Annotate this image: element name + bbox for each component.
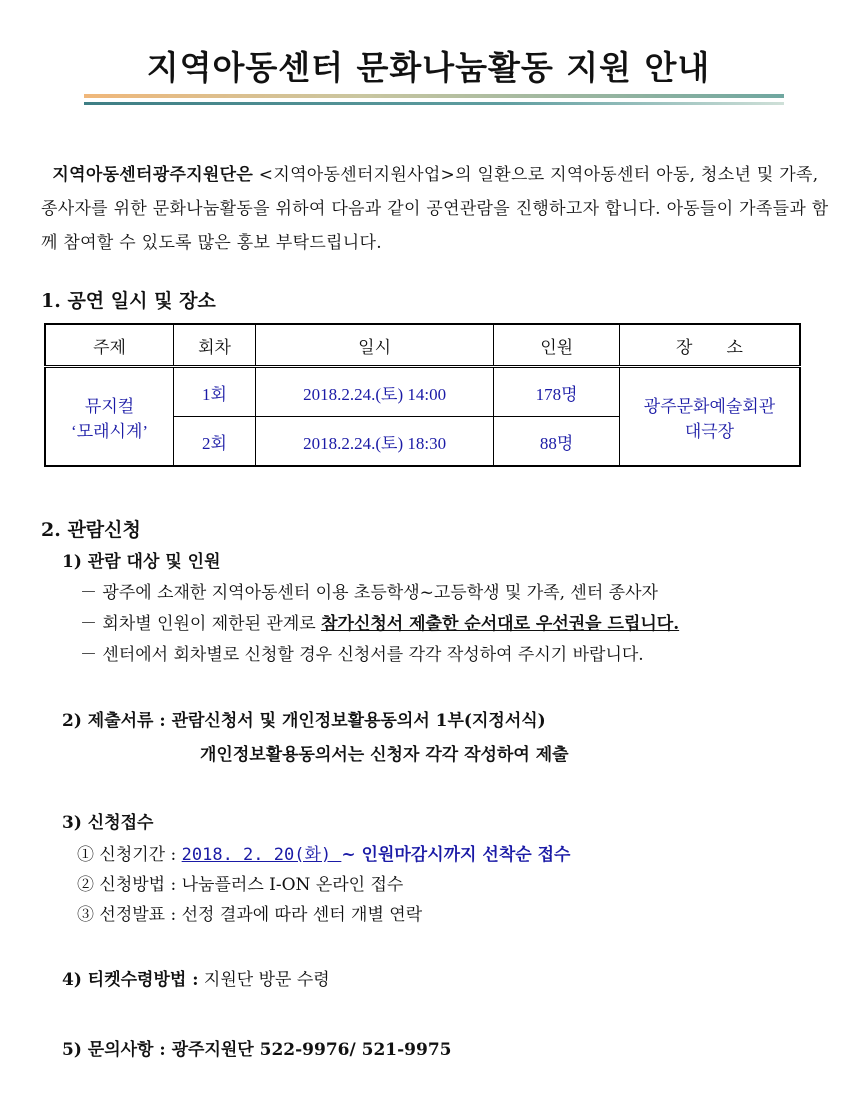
intro-text: <지역아동센터지원사업>의 일환으로 지역아동센터 아동, 청소년 및 가족, 종사자를 위한 문화나눔활동을 위하여 다음과 같이 공연관람을 진행하고자 합니다. 아동들이 가족들과 함께 참여할 수 있도록 많은 홍보 부탁드립니다. (41, 165, 829, 253)
apply-period-rest: ~ 인원마감시까지 선착순 접수 (341, 845, 571, 865)
section2-heading: 2. 관람신청 (41, 519, 141, 541)
item1-heading: 1) 관람 대상 및 인원 (62, 552, 221, 572)
contact-info: 5) 문의사항 : 광주지원단 522-9976/ 521-9975 (62, 1040, 452, 1060)
intro-paragraph (41, 158, 831, 260)
bullet-priority: － 회차별 인원이 제한된 관계로 참가신청서 제출한 순서대로 우선권을 드립니다. (80, 614, 680, 634)
cell-venue: 광주문화예술회관 대극장 (619, 367, 800, 467)
cell-datetime: 2018.2.24.(토) 14:00 (255, 367, 493, 417)
cell-subject: 뮤지컬 ‘모래시계’ (45, 367, 174, 467)
bullet-per-round: － 센터에서 회차별로 신청할 경우 신청서를 각각 작성하여 주시기 바랍니다. (80, 645, 644, 665)
item2-documents: 2) 제출서류 : 관람신청서 및 개인정보활용동의서 1부(지정서식) (62, 711, 546, 731)
cell-round: 1회 (174, 367, 256, 417)
apply-period-date: 2018. 2. 20(화) (181, 845, 342, 865)
bullet-target: － 광주에 소재한 지역아동센터 이용 초등학생~고등학생 및 가족, 센터 종사자 (80, 583, 658, 603)
schedule-table (44, 323, 801, 467)
col-header-subject: 주제 (45, 324, 174, 367)
title-underline-accent (84, 102, 784, 105)
apply-method: ② 신청방법 : 나눔플러스 I-ON 온라인 접수 (77, 875, 404, 895)
cell-people: 88명 (494, 417, 620, 466)
intro-lead: 지역아동센터광주지원단은 (52, 165, 254, 185)
cell-datetime: 2018.2.24.(토) 18:30 (255, 417, 493, 466)
apply-period: ① 신청기간 : 2018. 2. 20(화) ~ 인원마감시까지 선착순 접수 (77, 845, 571, 865)
table-header-row (45, 324, 800, 367)
title-underline (84, 94, 784, 98)
cell-round: 2회 (174, 417, 256, 466)
col-header-round: 회차 (174, 324, 256, 367)
selection-announce: ③ 선정발표 : 선정 결과에 따라 센터 개별 연락 (77, 905, 423, 925)
table-row (45, 367, 800, 417)
priority-emphasis: 참가신청서 제출한 순서대로 우선권을 드립니다. (321, 614, 680, 634)
page-title: 지역아동센터 문화나눔활동 지원 안내 (146, 48, 711, 87)
col-header-datetime: 일시 (255, 324, 493, 367)
cell-people: 178명 (494, 367, 620, 417)
item3-heading: 3) 신청접수 (62, 813, 154, 833)
section1-heading: 1. 공연 일시 및 장소 (41, 290, 216, 312)
col-header-venue: 장 소 (619, 324, 800, 367)
item2-note: 개인정보활용동의서는 신청자 각각 작성하여 제출 (200, 745, 569, 765)
col-header-people: 인원 (494, 324, 620, 367)
ticket-pickup: 4) 티켓수령방법 : 지원단 방문 수령 (62, 970, 330, 990)
